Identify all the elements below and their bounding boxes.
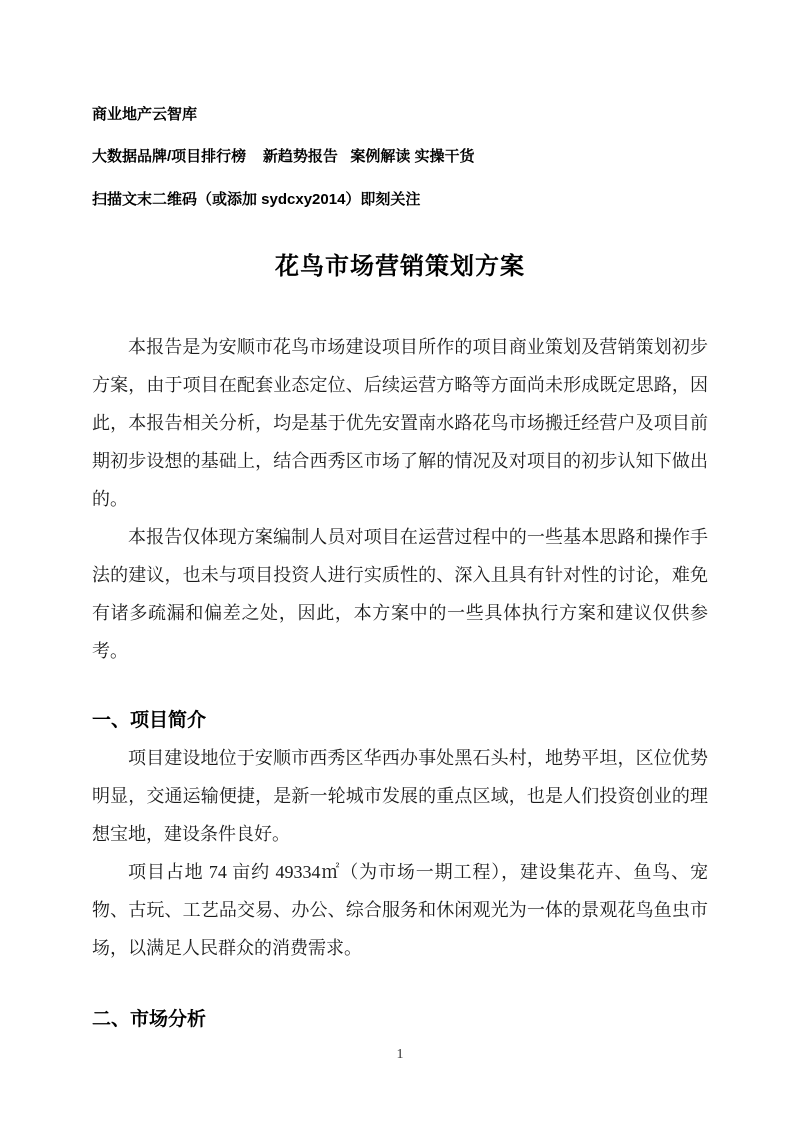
section1-paragraph-1: 项目建设地位于安顺市西秀区华西办事处黑石头村，地势平坦，区位优势明显，交通运输便捷，是新一轮城市发展的重点区域，也是人们投资创业的理想宝地，建设条件良好。: [92, 748, 708, 844]
header-scan-note: 扫描文末二维码（或添加 sydcxy2014）即刻关注: [92, 191, 421, 208]
page-number: 1: [396, 1047, 404, 1062]
header-tagline: 大数据品牌/项目排行榜 新趋势报告 案例解读 实操干货: [92, 148, 475, 165]
section1-paragraph-2: 项目占地 74 亩约 49334㎡（为市场一期工程），建设集花卉、鱼鸟、宠物、古玩、工艺品交易、办公、综合服务和休闲观光为一体的景观花鸟鱼虫市场，以满足人民群众的消费需求。: [92, 862, 708, 958]
intro-paragraph-2: 本报告仅体现方案编制人员对项目在运营过程中的一些基本思路和操作手法的建议，也未与项目投资人进行实质性的、深入且具有针对性的讨论，难免有诸多疏漏和偏差之处，因此，本方案中的一些具体执行方案和建议仅供参考。: [92, 527, 708, 661]
section-heading-project-overview: 一、项目简介: [92, 710, 207, 731]
document-title: 花鸟市场营销策划方案: [275, 253, 525, 280]
intro-paragraph-1: 本报告是为安顺市花鸟市场建设项目所作的项目商业策划及营销策划初步方案，由于项目在配套业态定位、后续运营方略等方面尚未形成既定思路，因此，本报告相关分析，均是基于优先安置南水路花鸟市场搬迁经营户及项目前期初步设想的基础上，结合西秀区市场了解的情况及对项目的初步认知下做出的。: [92, 337, 708, 509]
section-project-overview-body: [92, 739, 708, 967]
section-heading-market-analysis: 二、市场分析: [92, 1009, 207, 1030]
intro-paragraphs: [92, 328, 708, 670]
header-brand: 商业地产云智库: [92, 106, 198, 123]
